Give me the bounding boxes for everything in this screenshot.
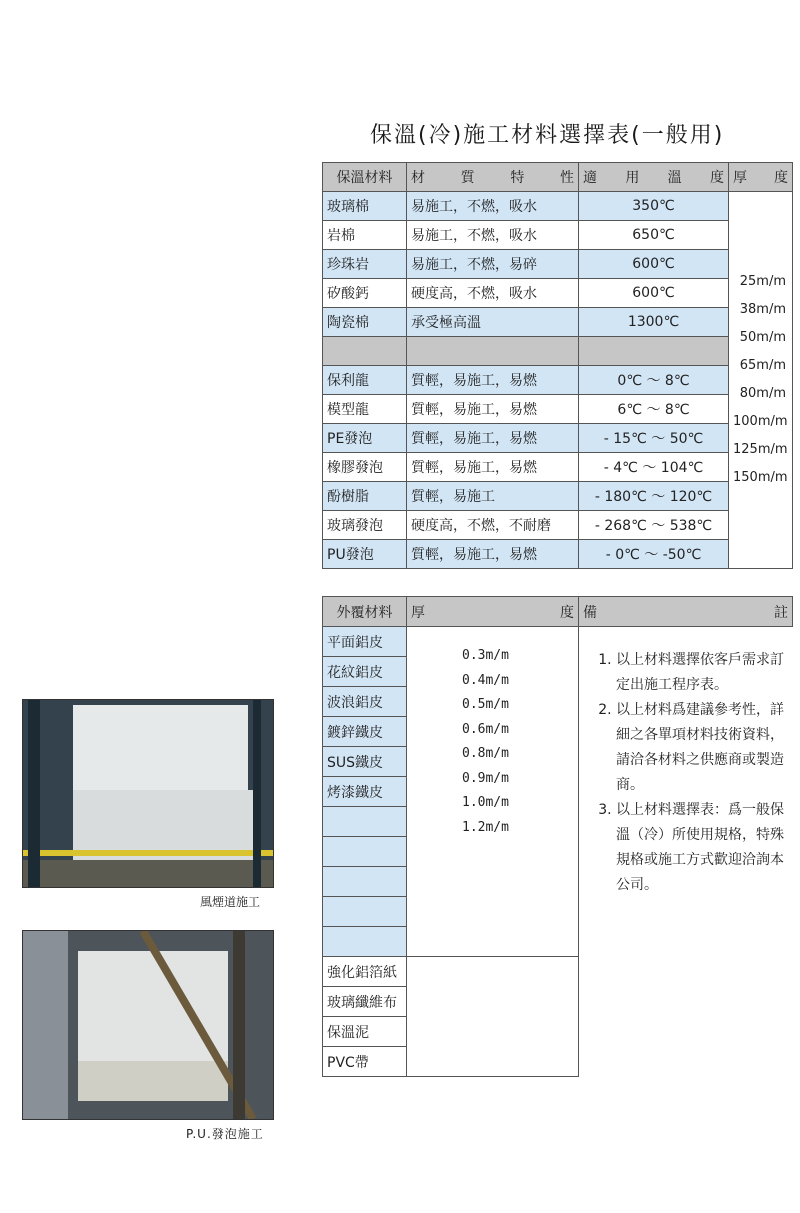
material-property: 硬度高，不燃，不耐磨 (407, 511, 579, 540)
cover-thickness-value: 0.6m/m (462, 721, 509, 737)
material-temp (579, 337, 729, 366)
material-temp: 1300℃ (579, 308, 729, 337)
cover-material-name: 鍍鋅鐵皮 (323, 717, 407, 747)
thickness-options-cell (729, 192, 793, 569)
cover-material-name: 保溫泥 (323, 1017, 407, 1047)
material-property: 易施工，不燃，易碎 (407, 250, 579, 279)
cover-extra-cell (407, 957, 579, 1077)
material-name: 保利龍 (323, 366, 407, 395)
material-property: 易施工，不燃，吸水 (407, 221, 579, 250)
duct-construction-photo (22, 699, 274, 888)
cover-material-name (323, 837, 407, 867)
material-name: 陶瓷棉 (323, 308, 407, 337)
material-temp: 6℃ ～ 8℃ (579, 395, 729, 424)
cover-material-name: SUS鐵皮 (323, 747, 407, 777)
table-row (323, 424, 793, 453)
table-row (323, 192, 793, 221)
cover-thickness-value: 0.9m/m (462, 770, 509, 786)
table-row (323, 250, 793, 279)
table-row (323, 337, 793, 366)
cover-material-name (323, 807, 407, 837)
page-title: 保溫(冷)施工材料選擇表(一般用) (370, 123, 725, 148)
table-row (323, 308, 793, 337)
material-temp: 600℃ (579, 250, 729, 279)
table-row (323, 395, 793, 424)
photo-caption-duct: 風煙道施工 (200, 895, 261, 909)
material-name: PU發泡 (323, 540, 407, 569)
material-temp: 600℃ (579, 279, 729, 308)
table-row (323, 279, 793, 308)
material-property: 易施工，不燃，吸水 (407, 192, 579, 221)
material-name: 玻璃棉 (323, 192, 407, 221)
material-name: 酚樹脂 (323, 482, 407, 511)
material-property: 質輕，易施工，易燃 (407, 366, 579, 395)
cover-thickness-list (462, 644, 532, 840)
thickness-option: 150m/m (733, 470, 788, 485)
cover-material-name: 平面鋁皮 (323, 627, 407, 657)
table-row (323, 540, 793, 569)
thickness-option: 50m/m (739, 330, 786, 345)
cover-material-name: 波浪鋁皮 (323, 687, 407, 717)
pu-foam-construction-photo (22, 930, 274, 1120)
cover-material-name (323, 927, 407, 957)
table-row (323, 453, 793, 482)
material-temp: - 4℃ ～ 104℃ (579, 453, 729, 482)
material-temp: - 15℃ ～ 50℃ (579, 424, 729, 453)
material-temp: 650℃ (579, 221, 729, 250)
material-temp: 0℃ ～ 8℃ (579, 366, 729, 395)
material-property: 質輕，易施工，易燃 (407, 395, 579, 424)
cover-material-name (323, 897, 407, 927)
material-property: 硬度高，不燃，吸水 (407, 279, 579, 308)
insulation-material-table (322, 162, 793, 569)
thickness-option: 125m/m (733, 442, 788, 457)
cover-thickness-value: 0.8m/m (462, 746, 509, 761)
cover-material-name: 烤漆鐵皮 (323, 777, 407, 807)
lower-header-row (323, 597, 793, 627)
cover-thickness-value: 0.5m/m (462, 697, 509, 712)
header-material: 保溫材料 (323, 163, 407, 192)
notes-block (600, 648, 785, 898)
material-property: 質輕，易施工 (407, 482, 579, 511)
material-name: PE發泡 (323, 424, 407, 453)
note-item: 1. 以上材料選擇依客戶需求訂定出施工程序表。 (616, 648, 785, 698)
material-temp: 350℃ (579, 192, 729, 221)
header-property: 材 質 特 性 (407, 163, 579, 192)
thickness-option: 65m/m (739, 358, 786, 373)
table-row (323, 366, 793, 395)
material-name: 珍珠岩 (323, 250, 407, 279)
table-row (323, 221, 793, 250)
cover-material-name: 玻璃纖維布 (323, 987, 407, 1017)
cover-material-name (323, 867, 407, 897)
cover-thickness-value: 0.3m/m (462, 648, 509, 663)
header-thickness: 厚 度 (729, 163, 793, 192)
material-name (323, 337, 407, 366)
cover-material-name: 花紋鋁皮 (323, 657, 407, 687)
table-header-row (323, 163, 793, 192)
table-row (323, 482, 793, 511)
material-property: 質輕，易施工，易燃 (407, 540, 579, 569)
table-row (323, 511, 793, 540)
material-temp: - 0℃ ～ -50℃ (579, 540, 729, 569)
material-temp: - 180℃ ～ 120℃ (579, 482, 729, 511)
cover-material-name: 強化鋁箔紙 (323, 957, 407, 987)
cover-material-name: PVC帶 (323, 1047, 407, 1077)
header-notes: 備 註 (579, 597, 793, 627)
thickness-option: 80m/m (739, 386, 786, 401)
thickness-option: 100m/m (733, 414, 788, 429)
cover-thickness-value: 1.0m/m (462, 795, 509, 810)
note-item: 3. 以上材料選擇表：爲一般保溫（冷）所使用規格，特殊規格或施工方式歡迎洽詢本公司。 (616, 798, 785, 898)
material-name: 玻璃發泡 (323, 511, 407, 540)
note-item: 2. 以上材料爲建議參考性，詳細之各單項材料技術資料，請洽各材料之供應商或製造商。 (616, 698, 785, 798)
header-cover: 外覆材料 (323, 597, 407, 627)
header-cover-thickness: 厚 度 (407, 597, 579, 627)
header-temp: 適 用 溫 度 (579, 163, 729, 192)
thickness-options-list (733, 268, 786, 492)
material-property: 承受極高溫 (407, 308, 579, 337)
material-name: 岩棉 (323, 221, 407, 250)
material-property: 質輕，易施工，易燃 (407, 424, 579, 453)
material-name: 矽酸鈣 (323, 279, 407, 308)
cover-thickness-value: 0.4m/m (462, 672, 509, 688)
material-property: 質輕，易施工，易燃 (407, 453, 579, 482)
material-temp: - 268℃ ～ 538℃ (579, 511, 729, 540)
material-name: 橡膠發泡 (323, 453, 407, 482)
cover-thickness-value: 1.2m/m (462, 819, 509, 835)
material-name: 模型龍 (323, 395, 407, 424)
photo-caption-pu: P.U.發泡施工 (186, 1127, 264, 1141)
material-property (407, 337, 579, 366)
thickness-option: 38m/m (739, 302, 786, 317)
thickness-option: 25m/m (739, 274, 786, 289)
